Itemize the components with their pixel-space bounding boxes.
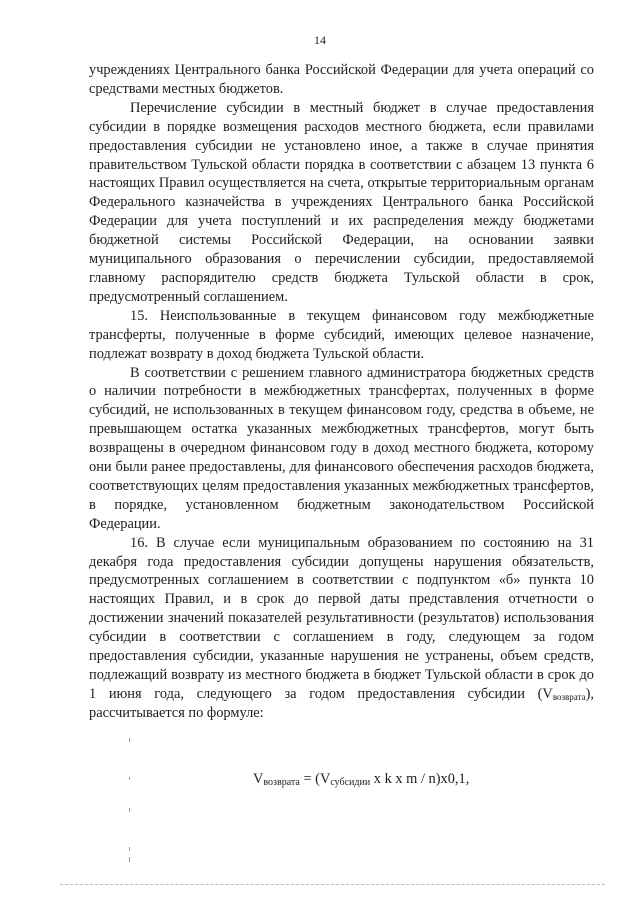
- formula-lhs-subscript: возврата: [263, 777, 300, 788]
- paragraph-16: [89, 534, 594, 723]
- document-body: [89, 61, 594, 723]
- paragraph-15: 15. Неиспользованные в текущем финансовом году межбюджетные трансферты, полученные в форме субсидий, имеющих целевое назначение, подлежат возврату в доход бюджета Тульской области.: [89, 307, 594, 362]
- page-number: 14: [314, 33, 326, 47]
- scan-artifact-mark: [129, 808, 130, 812]
- paragraph-return-decision: В соответствии с решением главного администратора бюджетных средств о наличии потребности в межбюджетных трансфертах, полученных в форме субсидий, не использованных в текущем финансовом году, средства в объеме, не превышающем остатка указанных межбюджетных трансфертов, могут быть возвращены в очередном финансовом году в доход местного бюджета, которому они были ранее предоставлены, для финансового обеспечения расходов бюджета, соответствующих целям предоставления указанных межбюджетных трансфертов, в порядке, установленном бюджетным законодательством Российской Федерации.: [89, 364, 594, 532]
- scan-artifact-mark: [129, 738, 130, 742]
- paragraph-16-text: 16. В случае если муниципальным образованием по состоянию на 31 декабря года предоставления субсидии допущены нарушения обязательств, предусмотренных соглашением в соответствии с подпунктом «б» пункта 10 настоящих Правил, и в срок до первой даты представления отчетности о достижении значений показателей результативности (результатов) использования субсидии в соответствии с соглашением в году, следующем за годом предоставления субсидии, указанные нарушения не устранены, объем средств, подлежащий возврату из местного бюджета в бюджет Тульской области в срок до 1 июня года, следующего за годом предоставления субсидии (V: [89, 534, 594, 702]
- return-formula: [253, 771, 469, 788]
- scan-artifact-mark: [129, 857, 130, 862]
- formula-lhs-symbol: V: [253, 771, 264, 787]
- paragraph-continuation: учреждениях Центрального банка Российской Федерации для учета операций со средствами местных бюджетов.: [89, 62, 594, 97]
- paragraph-transfer: Перечисление субсидии в местный бюджет в случае предоставления субсидии в порядке возмещения расходов местного бюджета, если правилами предоставления субсидии не установлено иное, а также в случае принятия правительством Тульской области порядка в соответствии с абзацем 13 пункта 6 настоящих Правил осуществляется на счета, открытые территориальным органам Федерального казначейства в учреждениях Центрального банка Российской Федерации для учета поступлений и их распределения между бюджетами бюджетной системы Российской Федерации, на основании заявки муниципального образования о перечислении субсидии, предоставляемой главному распорядителю средств бюджета Тульской области в срок, предусмотренный соглашением.: [89, 99, 594, 305]
- paragraph-16-tail: ), рассчитывается по формуле:: [89, 685, 594, 721]
- formula-rhs-rest: x k x m / n)x0,1,: [370, 771, 470, 787]
- formula-equals-open: = (V: [299, 771, 331, 787]
- scan-bottom-edge: [60, 884, 605, 885]
- formula-rhs-subscript: субсидии: [330, 777, 371, 788]
- scan-artifact-mark: [129, 777, 130, 780]
- paragraph-16-subscript: возврата: [552, 691, 586, 702]
- scan-artifact-mark: [129, 847, 130, 851]
